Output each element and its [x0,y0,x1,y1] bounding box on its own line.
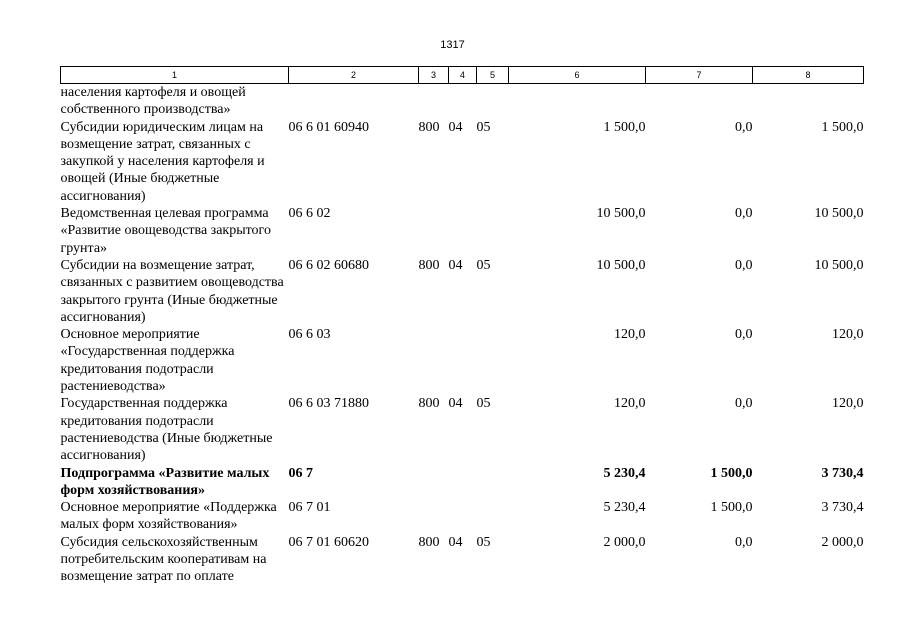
header-col-5: 5 [477,67,509,84]
table-body [61,84,864,586]
page-number: 1317 [440,39,465,51]
row-vr-cell: 800 [418,119,440,135]
row-code-cell: 06 6 01 60940 [288,119,369,135]
table-row [61,84,864,119]
row-pr-cell [477,499,509,534]
row-total-cell [509,84,646,119]
row-code-cell: 06 6 03 [288,327,331,343]
row-pr-cell: 05 [476,119,491,135]
row-pr-cell [477,205,509,257]
row-pr-cell [477,326,509,395]
row-fed-cell: 1 500,0 [710,465,753,481]
table-row [61,205,864,257]
row-rz-cell [449,205,477,257]
row-code-cell: 06 6 02 [288,206,331,222]
row-pr-cell: 05 [476,396,491,412]
row-reg-cell [753,84,864,119]
row-fed-cell: 0,0 [735,206,753,222]
row-code-cell: 06 6 02 60680 [288,257,369,273]
row-reg-cell: 3 730,4 [821,465,864,481]
row-code-cell: 06 7 01 60620 [288,534,369,550]
row-reg-cell: 120,0 [832,396,864,412]
row-vr-cell: 800 [418,257,440,273]
row-total-cell: 5 230,4 [603,500,646,516]
budget-table [60,66,864,586]
header-col-2: 2 [289,67,419,84]
row-fed-cell: 0,0 [735,396,753,412]
row-name-cell: Субсидия сельскохозяйственным потребительским кооперативам на возмещение затрат по оплате [60,534,267,585]
row-vr-cell: 800 [418,396,440,412]
row-rz-cell: 04 [448,534,463,550]
row-name-cell: Ведомственная целевая программа «Развитие овощеводства закрытого грунта» [60,206,271,256]
row-code-cell: 06 7 01 [288,500,331,516]
row-fed-cell: 0,0 [735,327,753,343]
header-col-1: 1 [61,67,289,84]
row-vr-cell: 800 [418,534,440,550]
row-vr-cell [419,465,449,500]
table-row [61,257,864,326]
row-reg-cell: 2 000,0 [821,534,864,550]
row-pr-cell [477,84,509,119]
row-rz-cell: 04 [448,119,463,135]
row-rz-cell [449,326,477,395]
row-reg-cell: 10 500,0 [814,257,864,273]
header-col-7: 7 [646,67,753,84]
row-total-cell: 120,0 [614,396,646,412]
table-row [61,534,864,586]
row-name-cell: Государственная поддержка кредитования подотрасли растениеводства (Иные бюджетные ассигнования) [60,396,273,464]
row-rz-cell [449,465,477,500]
row-name-cell: Субсидии на возмещение затрат, связанных с развитием овощеводства закрытого грунта (Иные бюджетные ассигнования) [60,257,284,325]
row-total-cell: 10 500,0 [596,257,646,273]
row-vr-cell [419,499,449,534]
row-fed-cell: 0,0 [735,257,753,273]
table-row [61,499,864,534]
row-total-cell: 2 000,0 [603,534,646,550]
row-fed-cell [646,84,753,119]
row-fed-cell: 0,0 [735,534,753,550]
row-total-cell: 5 230,4 [603,465,646,481]
row-reg-cell: 120,0 [832,327,864,343]
row-reg-cell: 10 500,0 [814,206,864,222]
row-total-cell: 1 500,0 [603,119,646,135]
row-vr-cell [419,84,449,119]
row-name-cell: Основное мероприятие «Поддержка малых форм хозяйствования» [60,500,277,533]
row-rz-cell: 04 [448,257,463,273]
table-row [61,395,864,464]
header-col-3: 3 [419,67,449,84]
table-row [61,119,864,205]
table-row [61,465,864,500]
row-name-cell: Основное мероприятие «Государственная поддержка кредитования подотрасли растениеводства» [60,327,235,395]
row-fed-cell: 0,0 [735,119,753,135]
row-reg-cell: 3 730,4 [821,500,864,516]
row-rz-cell [449,499,477,534]
row-pr-cell [477,465,509,500]
row-fed-cell: 1 500,0 [710,500,753,516]
table-header-row [61,67,864,84]
row-pr-cell: 05 [476,257,491,273]
row-total-cell: 120,0 [614,327,646,343]
row-reg-cell: 1 500,0 [821,119,864,135]
row-name-cell: населения картофеля и овощей собственного производства» [60,85,246,118]
row-pr-cell: 05 [476,534,491,550]
header-col-6: 6 [509,67,646,84]
row-code-cell: 06 6 03 71880 [288,396,369,412]
row-rz-cell: 04 [448,396,463,412]
row-name-cell: Субсидии юридическим лицам на возмещение затрат, связанных с закупкой у населения картофеля и овощей (Иные бюджетные ассигнования) [60,119,265,204]
row-name-cell: Подпрограмма «Развитие малых форм хозяйствования» [60,465,270,498]
row-vr-cell [419,205,449,257]
row-vr-cell [419,326,449,395]
row-total-cell: 10 500,0 [596,206,646,222]
table-row [61,326,864,395]
row-code-cell [289,84,419,119]
row-code-cell: 06 7 [288,465,313,481]
row-rz-cell [449,84,477,119]
header-col-4: 4 [449,67,477,84]
header-col-8: 8 [753,67,864,84]
